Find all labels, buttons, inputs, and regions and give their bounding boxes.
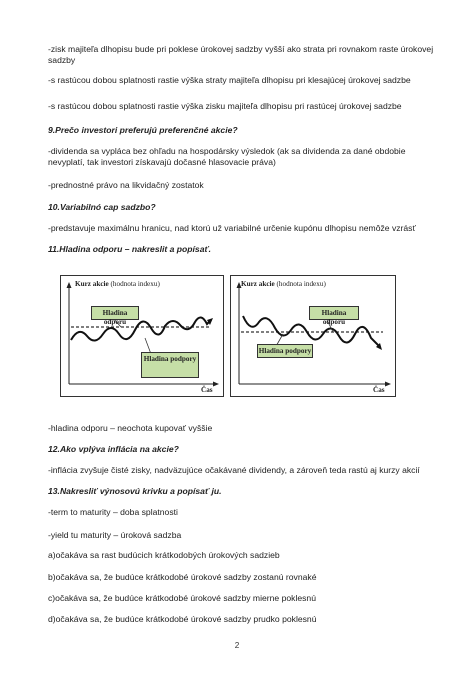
price-curve bbox=[71, 317, 211, 340]
y-axis-label: Kurz akcie (hodnota indexu) bbox=[241, 280, 326, 288]
question-heading: 11.Hladina odporu – nakreslit a popísať. bbox=[48, 244, 211, 254]
x-axis-label: Čas bbox=[373, 386, 385, 394]
support-resistance-chart-right bbox=[230, 275, 396, 397]
text-line: -prednostné právo na likvidačný zostatok bbox=[48, 180, 204, 190]
text-line: -s rastúcou dobou splatnosti rastie výška straty majiteľa dlhopisu pri klesajúcej úrokovej sadzbe bbox=[48, 75, 411, 85]
text-line: -term to maturity – doba splatnosti bbox=[48, 507, 178, 517]
text-line: -dividenda sa vypláca bez ohľadu na hospodársky výsledok (ak sa dividenda za dané obdobie nevyplatí, tak investori získavajú dočasné hlasovacie práva) bbox=[48, 146, 406, 167]
x-axis-arrow bbox=[213, 382, 219, 387]
text-line: -zisk majiteľa dlhopisu bude pri poklese úrokovej sadzby vyšší ako strata pri rovnakom raste úrokovej sadzby bbox=[48, 44, 434, 65]
text-line: a)očakáva sa rast budúcich krátkodobých úrokových sadzieb bbox=[48, 550, 280, 560]
text-line: -predstavuje maximálnu hranicu, nad ktorú už variabilné určenie kupónu dlhopisu nemôže vzrásť bbox=[48, 223, 416, 233]
question-heading: 10.Variabilnó cap sadzbo? bbox=[48, 202, 156, 212]
text-line: -yield tu maturity – úroková sadzba bbox=[48, 530, 182, 540]
text-line: -hladina odporu – neochota kupovať vyššie bbox=[48, 423, 213, 433]
support-resistance-chart-left bbox=[60, 275, 224, 397]
support-label-box: Hladina podpory bbox=[257, 344, 313, 358]
text-line: c)očakáva sa, že budúce krátkodobé úrokové sadzby mierne poklesnú bbox=[48, 593, 316, 603]
y-axis-label: Kurz akcie (hodnota indexu) bbox=[75, 280, 160, 288]
x-axis-arrow bbox=[385, 382, 391, 387]
text-line: d)očakáva sa, že budúce krátkodobé úrokové sadzby prudko poklesnú bbox=[48, 614, 317, 624]
x-axis-label: Čas bbox=[201, 386, 213, 394]
resistance-label-box: Hladina odporu bbox=[309, 306, 359, 320]
text-line: -inflácia zvyšuje čisté zisky, nadväzujúce očakávané dividendy, a zároveň teda rastú aj kurzy akcií bbox=[48, 465, 420, 475]
price-curve bbox=[243, 316, 379, 346]
y-axis-arrow bbox=[67, 282, 72, 288]
text-line: -s rastúcou dobou splatnosti rastie výška zisku majiteľa dlhopisu pri rastúcej úrokovej sadzbe bbox=[48, 101, 402, 111]
question-heading: 13.Nakresliť výnosovú krivku a popísať ju. bbox=[48, 486, 222, 496]
text-line: b)očakáva sa, že budúce krátkodobé úrokové sadzby zostanú rovnaké bbox=[48, 572, 317, 582]
question-heading: 9.Prečo investori preferujú preferenčné akcie? bbox=[48, 125, 238, 135]
resistance-label-box: Hladina odporu bbox=[91, 306, 139, 320]
support-label-box: Hladina podpory bbox=[141, 352, 199, 378]
page-number: 2 bbox=[234, 641, 240, 650]
question-heading: 12.Ako vplýva inflácia na akcie? bbox=[48, 444, 179, 454]
